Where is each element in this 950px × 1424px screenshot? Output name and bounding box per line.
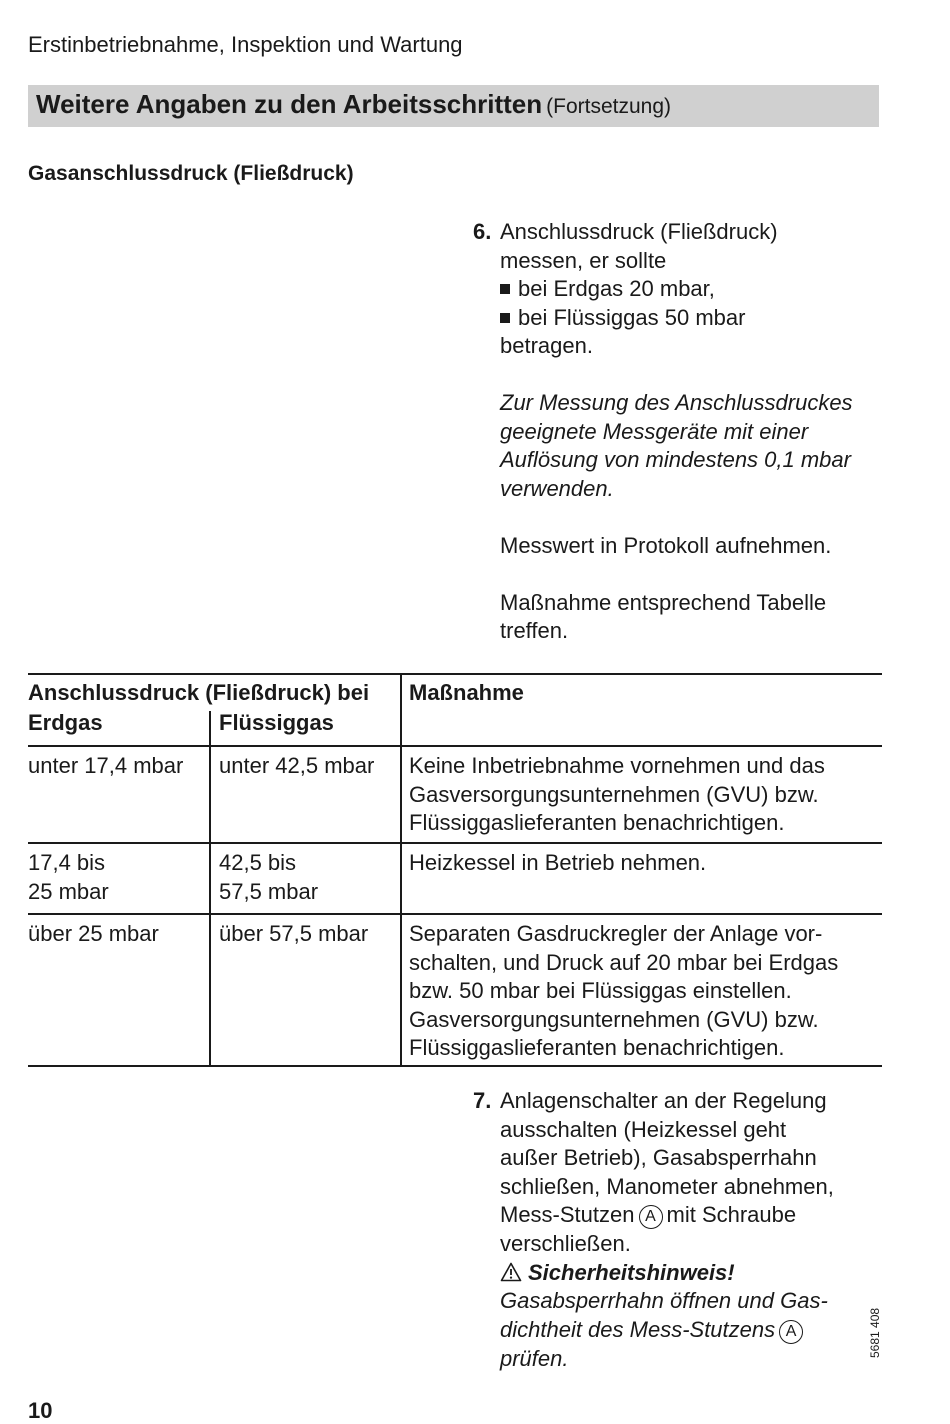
section-title-bar [28, 85, 879, 127]
note-line: Zur Messung des Anschlussdruckes [500, 390, 853, 415]
table-cell-massnahme: Keine Inbetriebnahme vornehmen und das Gasversorgungsunternehmen (GVU) bzw. Flüssiggaslieferanten benachrichtigen. [409, 753, 825, 835]
column-header-erdgas: Erdgas [28, 710, 103, 735]
safety-text: Gasabsperrhahn öffnen und Gas- [500, 1288, 828, 1313]
step-text: außer Betrieb), Gasabsperrhahn [500, 1145, 817, 1170]
callout-a-marker: A [639, 1205, 663, 1229]
measurement-note [500, 389, 890, 503]
step-text: Anschlussdruck (Fließdruck) [500, 219, 778, 244]
record-instruction: Messwert in Protokoll aufnehmen. [500, 532, 832, 558]
step-number: 6. [473, 219, 492, 244]
step-text: betragen. [500, 333, 593, 358]
step-number: 7. [473, 1088, 492, 1113]
step-body [500, 1087, 890, 1373]
step-text: schließen, Manometer abnehmen, [500, 1173, 834, 1199]
step-text: Anlagenschalter an der Regelung [500, 1088, 827, 1113]
safety-text: prüfen. [500, 1345, 569, 1371]
step-text: Mess-Stutzen A mit Schraube [500, 1202, 797, 1227]
running-head: Erstinbetriebnahme, Inspektion und Wartung [28, 32, 463, 57]
bullet-text: bei Flüssiggas 50 mbar [518, 304, 746, 330]
column-header-massnahme: Maßnahme [409, 680, 524, 705]
note-line: Auflösung von mindestens 0,1 mbar [500, 447, 851, 472]
page-number: 10 [28, 1398, 53, 1423]
bullet-item [500, 275, 890, 304]
step-text: verschließen. [500, 1231, 631, 1256]
measure-instruction: Maßnahme entsprechend Tabelle [500, 589, 827, 615]
table-cell-fluessiggas: über 57,5 mbar [219, 921, 369, 946]
step-body [500, 218, 890, 646]
safety-title: Sicherheitshinweis! [528, 1259, 735, 1285]
warning-triangle-icon [500, 1262, 522, 1282]
document-code: 5681 408 [868, 1307, 882, 1358]
bullet-text: bei Erdgas 20 mbar, [518, 276, 715, 301]
section-heading: Gasanschlussdruck (Fließdruck) [28, 162, 354, 185]
note-line: verwenden. [500, 475, 614, 501]
table-header-group: Anschlussdruck (Fließdruck) bei [28, 680, 370, 705]
safety-text: dichtheit des Mess-Stutzens A [500, 1316, 890, 1345]
table-cell-massnahme: Separaten Gasdruckregler der Anlage vor- schalten, und Druck auf 20 mbar bei Erdgas bzw. 50 mbar bei Flüssiggas einstellen. Gasversorgungsunternehmen (GVU) bzw. Flüssiggaslieferanten benachrichtigen. [409, 921, 839, 1060]
table-cell-fluessiggas: 42,5 bis 57,5 mbar [219, 850, 319, 904]
safety-notice [500, 1259, 890, 1288]
table-cell-erdgas: 17,4 bis 25 mbar [28, 850, 109, 904]
bullet-item [500, 304, 890, 333]
table-cell-erdgas: über 25 mbar [28, 921, 159, 946]
measure-instruction: treffen. [500, 618, 569, 643]
bullet-square-icon [500, 313, 510, 323]
step-text: messen, er sollte [500, 247, 667, 273]
column-header-fluessiggas: Flüssiggas [219, 710, 334, 735]
note-line: geeignete Messgeräte mit einer [500, 418, 809, 444]
bullet-square-icon [500, 284, 510, 294]
callout-a-marker: A [779, 1320, 803, 1344]
table-cell-erdgas: unter 17,4 mbar [28, 753, 184, 778]
table-cell-massnahme: Heizkessel in Betrieb nehmen. [409, 850, 707, 875]
page-title: Weitere Angaben zu den Arbeitsschritten [36, 89, 543, 119]
step-text: ausschalten (Heizkessel geht [500, 1116, 787, 1142]
table-cell-fluessiggas: unter 42,5 mbar [219, 753, 375, 778]
page-subtitle: (Fortsetzung) [546, 95, 671, 118]
